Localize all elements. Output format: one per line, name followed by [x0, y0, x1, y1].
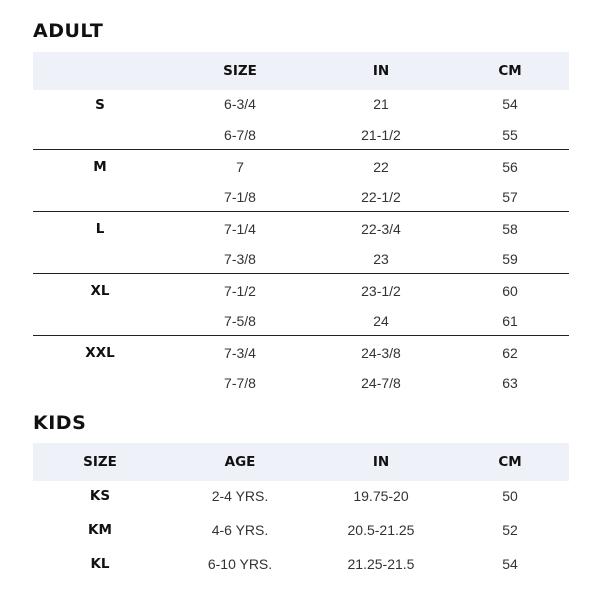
adult-header-cm: CM: [498, 63, 522, 79]
adult-cell: 22-1/2: [361, 189, 401, 205]
adult-header-band: [33, 52, 569, 90]
adult-size-label-xxl: XXL: [85, 345, 115, 361]
adult-cell: 22-3/4: [361, 221, 401, 237]
adult-cell: 23-1/2: [361, 283, 401, 299]
adult-cell: 7: [236, 159, 244, 175]
adult-cell: 7-3/8: [224, 251, 256, 267]
adult-cell: 24-7/8: [361, 375, 401, 391]
kids-size-label: KS: [89, 488, 111, 504]
kids-header-in: IN: [372, 454, 390, 470]
kids-cell: 20.5-21.25: [347, 522, 415, 538]
kids-header-size: SIZE: [83, 454, 117, 470]
kids-cell: 21.25-21.5: [347, 556, 415, 572]
group-divider: [33, 149, 569, 150]
adult-cell: 7-3/4: [224, 345, 256, 361]
adult-size-label-m: M: [93, 159, 107, 175]
adult-size-label-l: L: [95, 221, 105, 237]
adult-header-size: SIZE: [223, 63, 257, 79]
adult-cell: 59: [502, 251, 518, 267]
adult-size-label-xl: XL: [90, 283, 110, 299]
adult-cell: 56: [502, 159, 518, 175]
kids-cell: 4-6 YRS.: [211, 522, 269, 538]
adult-cell: 7-5/8: [224, 313, 256, 329]
kids-cell: 2-4 YRS.: [211, 488, 269, 504]
group-divider: [33, 335, 569, 336]
adult-cell: 61: [502, 313, 518, 329]
kids-cell: 54: [502, 556, 518, 572]
kids-size-label: KL: [90, 556, 110, 572]
adult-size-label-s: S: [95, 97, 105, 113]
kids-header-cm: CM: [498, 454, 522, 470]
adult-cell: 60: [502, 283, 518, 299]
adult-cell: 24-3/8: [361, 345, 401, 361]
adult-cell: 24: [373, 313, 389, 329]
adult-cell: 7-1/8: [224, 189, 256, 205]
adult-cell: 21-1/2: [361, 127, 401, 143]
adult-title: ADULT: [33, 20, 104, 42]
group-divider: [33, 273, 569, 274]
kids-cell: 6-10 YRS.: [207, 556, 273, 572]
adult-cell: 23: [373, 251, 389, 267]
kids-size-label: KM: [88, 522, 112, 538]
adult-cell: 62: [502, 345, 518, 361]
adult-cell: 54: [502, 96, 518, 112]
adult-cell: 7-1/4: [224, 221, 256, 237]
kids-cell: 52: [502, 522, 518, 538]
adult-cell: 7-7/8: [224, 375, 256, 391]
adult-cell: 63: [502, 375, 518, 391]
adult-cell: 21: [373, 96, 389, 112]
adult-cell: 55: [502, 127, 518, 143]
adult-cell: 6-3/4: [224, 96, 256, 112]
adult-cell: 22: [373, 159, 389, 175]
adult-cell: 7-1/2: [224, 283, 256, 299]
adult-header-in: IN: [372, 63, 390, 79]
adult-cell: 6-7/8: [224, 127, 256, 143]
kids-title: KIDS: [33, 412, 87, 434]
kids-header-age: AGE: [224, 454, 256, 470]
kids-cell: 19.75-20: [353, 488, 409, 504]
adult-cell: 58: [502, 221, 518, 237]
kids-cell: 50: [502, 488, 518, 504]
adult-cell: 57: [502, 189, 518, 205]
group-divider: [33, 211, 569, 212]
